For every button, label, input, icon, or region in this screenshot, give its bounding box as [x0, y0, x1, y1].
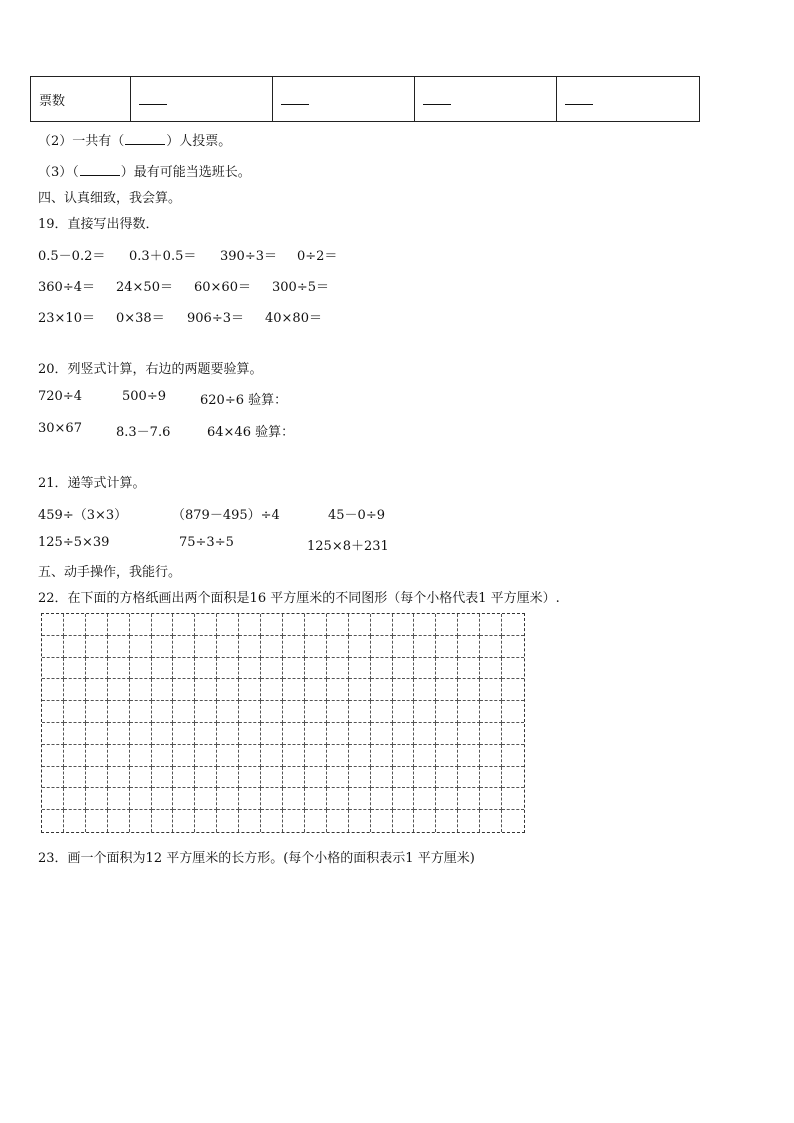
- grid-cell[interactable]: [152, 679, 174, 701]
- grid-cell[interactable]: [305, 810, 327, 832]
- q19-item: 40×80＝: [265, 311, 322, 326]
- q19-item: 300÷5＝: [272, 280, 329, 295]
- grid-cell[interactable]: [195, 788, 217, 810]
- grid-cell[interactable]: [305, 788, 327, 810]
- grid-cell[interactable]: [108, 723, 130, 745]
- grid-cell[interactable]: [414, 614, 436, 636]
- grid-cell[interactable]: [414, 636, 436, 658]
- grid-cell[interactable]: [42, 636, 64, 658]
- grid-cell[interactable]: [86, 658, 108, 680]
- grid-cell[interactable]: [283, 788, 305, 810]
- grid-cell[interactable]: [327, 658, 349, 680]
- grid-cell[interactable]: [152, 658, 174, 680]
- q19-item: 0.3＋0.5＝: [129, 249, 197, 264]
- grid-cell[interactable]: [393, 767, 415, 789]
- grid-cell[interactable]: [502, 614, 524, 636]
- grid-cell[interactable]: [327, 636, 349, 658]
- grid-cell[interactable]: [261, 723, 283, 745]
- grid-cell[interactable]: [217, 636, 239, 658]
- grid-cell[interactable]: [436, 679, 458, 701]
- grid-cell[interactable]: [327, 701, 349, 723]
- q19-item: 0.5－0.2＝: [38, 249, 106, 264]
- q19-title: 19．直接写出得数．: [38, 217, 159, 232]
- grid-cell[interactable]: [108, 788, 130, 810]
- grid-cell[interactable]: [502, 788, 524, 810]
- grid-cell[interactable]: [371, 723, 393, 745]
- grid-cell[interactable]: [371, 636, 393, 658]
- grid-cell[interactable]: [283, 767, 305, 789]
- grid-cell[interactable]: [305, 723, 327, 745]
- grid-cell[interactable]: [349, 614, 371, 636]
- grid-cell[interactable]: [108, 745, 130, 767]
- grid-cell[interactable]: [64, 614, 86, 636]
- q19-item: 0÷2＝: [297, 249, 338, 264]
- grid-cell[interactable]: [108, 636, 130, 658]
- grid-cell[interactable]: [436, 701, 458, 723]
- q19-item: 360÷4＝: [38, 280, 95, 295]
- grid-cell[interactable]: [480, 723, 502, 745]
- grid-cell[interactable]: [239, 723, 261, 745]
- grid-cell[interactable]: [239, 679, 261, 701]
- grid-cell[interactable]: [393, 701, 415, 723]
- grid-cell[interactable]: [458, 788, 480, 810]
- grid-cell[interactable]: [64, 679, 86, 701]
- grid-cell[interactable]: [195, 679, 217, 701]
- grid-cell[interactable]: [239, 701, 261, 723]
- grid-cell[interactable]: [414, 701, 436, 723]
- grid-cell[interactable]: [414, 745, 436, 767]
- grid-cell[interactable]: [42, 745, 64, 767]
- grid-cell[interactable]: [42, 788, 64, 810]
- q19-item: 0×38＝: [116, 311, 165, 326]
- grid-cell[interactable]: [283, 658, 305, 680]
- grid-cell[interactable]: [480, 614, 502, 636]
- q20-item: 8.3－7.6: [116, 425, 171, 440]
- grid-cell[interactable]: [502, 701, 524, 723]
- q19-item: 60×60＝: [194, 280, 251, 295]
- q19-item: 906÷3＝: [187, 311, 244, 326]
- grid-cell[interactable]: [458, 658, 480, 680]
- grid-cell[interactable]: [283, 679, 305, 701]
- grid-cell[interactable]: [173, 723, 195, 745]
- grid-cell[interactable]: [480, 636, 502, 658]
- grid-cell[interactable]: [371, 788, 393, 810]
- grid-cell[interactable]: [327, 767, 349, 789]
- grid-cell[interactable]: [173, 614, 195, 636]
- grid-cell[interactable]: [305, 636, 327, 658]
- row-label: 票数: [31, 77, 131, 122]
- grid-cell[interactable]: [283, 614, 305, 636]
- grid-cell[interactable]: [130, 745, 152, 767]
- grid-cell[interactable]: [217, 723, 239, 745]
- grid-cell[interactable]: [64, 701, 86, 723]
- grid-cell[interactable]: [64, 658, 86, 680]
- grid-cell[interactable]: [64, 788, 86, 810]
- grid-cell[interactable]: [195, 723, 217, 745]
- grid-cell[interactable]: [371, 767, 393, 789]
- grid-cell[interactable]: [349, 679, 371, 701]
- grid-cell[interactable]: [436, 636, 458, 658]
- section-heading-4: 四、认真细致，我会算。: [38, 191, 182, 206]
- grid-cell[interactable]: [458, 614, 480, 636]
- grid-cell[interactable]: [261, 745, 283, 767]
- grid-cell[interactable]: [393, 788, 415, 810]
- vote-blank-1[interactable]: [131, 77, 273, 122]
- grid-cell[interactable]: [130, 767, 152, 789]
- grid-cell[interactable]: [108, 679, 130, 701]
- grid-cell[interactable]: [261, 701, 283, 723]
- grid-cell[interactable]: [480, 658, 502, 680]
- q21-item: 45－0÷9: [328, 508, 385, 523]
- q20-item: 64×46 验算：: [207, 425, 295, 440]
- grid-cell[interactable]: [130, 636, 152, 658]
- grid-cell[interactable]: [239, 767, 261, 789]
- grid-cell[interactable]: [349, 788, 371, 810]
- grid-cell[interactable]: [502, 679, 524, 701]
- grid-cell[interactable]: [86, 810, 108, 832]
- grid-cell[interactable]: [261, 658, 283, 680]
- grid-cell[interactable]: [195, 767, 217, 789]
- grid-cell[interactable]: [371, 810, 393, 832]
- grid-cell[interactable]: [393, 723, 415, 745]
- grid-cell[interactable]: [64, 723, 86, 745]
- grid-cell[interactable]: [152, 614, 174, 636]
- grid-cell[interactable]: [327, 614, 349, 636]
- grid-cell[interactable]: [173, 658, 195, 680]
- grid-cell[interactable]: [283, 701, 305, 723]
- grid-cell[interactable]: [108, 701, 130, 723]
- grid-cell[interactable]: [130, 810, 152, 832]
- grid-cell[interactable]: [173, 745, 195, 767]
- vote-count-table: [30, 76, 700, 122]
- grid-cell[interactable]: [42, 679, 64, 701]
- grid-cell[interactable]: [64, 810, 86, 832]
- grid-cell[interactable]: [42, 723, 64, 745]
- grid-cell[interactable]: [502, 767, 524, 789]
- grid-cell[interactable]: [371, 658, 393, 680]
- grid-cell[interactable]: [393, 636, 415, 658]
- grid-cell[interactable]: [480, 679, 502, 701]
- grid-cell[interactable]: [349, 636, 371, 658]
- vote-blank-3[interactable]: [415, 77, 557, 122]
- grid-cell[interactable]: [283, 636, 305, 658]
- grid-cell[interactable]: [480, 767, 502, 789]
- grid-cell[interactable]: [393, 679, 415, 701]
- grid-cell[interactable]: [283, 723, 305, 745]
- grid-cell[interactable]: [349, 810, 371, 832]
- vote-blank-2[interactable]: [273, 77, 415, 122]
- grid-cell[interactable]: [414, 679, 436, 701]
- grid-cell[interactable]: [305, 767, 327, 789]
- grid-cell[interactable]: [502, 745, 524, 767]
- q21-item: （879－495）÷4: [172, 508, 280, 523]
- grid-cell[interactable]: [217, 658, 239, 680]
- grid-cell[interactable]: [480, 701, 502, 723]
- q18-sub3: （3）（ ）最有可能当选班长。: [38, 165, 251, 180]
- q20-item: 500÷9: [122, 389, 166, 404]
- section-heading-5: 五、动手操作，我能行。: [38, 565, 182, 580]
- grid-cell[interactable]: [130, 679, 152, 701]
- q19-item: 24×50＝: [116, 280, 173, 295]
- grid-cell[interactable]: [130, 788, 152, 810]
- grid-cell[interactable]: [152, 767, 174, 789]
- table-row: [31, 77, 700, 122]
- grid-cell[interactable]: [108, 767, 130, 789]
- grid-cell[interactable]: [217, 788, 239, 810]
- grid-cell[interactable]: [261, 614, 283, 636]
- grid-cell[interactable]: [436, 658, 458, 680]
- grid-cell[interactable]: [239, 788, 261, 810]
- q23-title: 23．画一个面积为12 平方厘米的长方形。(每个小格的面积表示1 平方厘米): [38, 851, 475, 866]
- grid-cell[interactable]: [502, 723, 524, 745]
- answer-blank[interactable]: [125, 132, 165, 145]
- grid-cell[interactable]: [195, 614, 217, 636]
- grid-cell[interactable]: [195, 701, 217, 723]
- grid-cell[interactable]: [173, 636, 195, 658]
- grid-cell[interactable]: [480, 788, 502, 810]
- grid-cell[interactable]: [173, 788, 195, 810]
- q19-item: 23×10＝: [38, 311, 95, 326]
- grid-cell[interactable]: [86, 679, 108, 701]
- grid-cell[interactable]: [502, 658, 524, 680]
- answer-blank[interactable]: [80, 163, 120, 176]
- q21-item: 459÷（3×3）: [38, 508, 128, 523]
- grid-cell[interactable]: [152, 745, 174, 767]
- q20-item: 720÷4: [38, 389, 82, 404]
- grid-cell[interactable]: [217, 810, 239, 832]
- grid-cell[interactable]: [195, 636, 217, 658]
- grid-cell[interactable]: [458, 679, 480, 701]
- grid-cell[interactable]: [86, 614, 108, 636]
- q18-sub2: （2）一共有（ ）人投票。: [38, 134, 232, 149]
- grid-cell[interactable]: [130, 701, 152, 723]
- grid-cell[interactable]: [436, 745, 458, 767]
- answer-line: [139, 94, 167, 105]
- grid-cell[interactable]: [502, 636, 524, 658]
- grid-cell[interactable]: [86, 788, 108, 810]
- grid-cell[interactable]: [239, 745, 261, 767]
- q21-item: 125÷5×39: [38, 535, 110, 550]
- grid-cell[interactable]: [86, 767, 108, 789]
- grid-cell[interactable]: [414, 810, 436, 832]
- grid-cell[interactable]: [305, 745, 327, 767]
- grid-cell[interactable]: [239, 810, 261, 832]
- grid-cell[interactable]: [261, 636, 283, 658]
- grid-cell[interactable]: [195, 810, 217, 832]
- grid-cell[interactable]: [42, 810, 64, 832]
- grid-cell[interactable]: [217, 701, 239, 723]
- grid-cell[interactable]: [64, 636, 86, 658]
- grid-cell[interactable]: [327, 810, 349, 832]
- grid-cell[interactable]: [217, 614, 239, 636]
- q19-item: 390÷3＝: [220, 249, 277, 264]
- grid-cell[interactable]: [502, 810, 524, 832]
- q20-item: 30×67: [38, 421, 82, 436]
- grid-cell[interactable]: [283, 745, 305, 767]
- grid-cell[interactable]: [458, 701, 480, 723]
- q20-title: 20．列竖式计算，右边的两题要验算。: [38, 362, 263, 377]
- grid-cell[interactable]: [436, 810, 458, 832]
- grid-cell[interactable]: [108, 810, 130, 832]
- grid-cell[interactable]: [393, 614, 415, 636]
- grid-cell[interactable]: [261, 767, 283, 789]
- grid-cell[interactable]: [436, 723, 458, 745]
- grid-cell[interactable]: [458, 767, 480, 789]
- grid-cell[interactable]: [217, 745, 239, 767]
- grid-cell[interactable]: [414, 767, 436, 789]
- grid-cell[interactable]: [371, 745, 393, 767]
- grid-cell[interactable]: [371, 701, 393, 723]
- grid-cell[interactable]: [371, 679, 393, 701]
- grid-cell[interactable]: [86, 723, 108, 745]
- grid-cell[interactable]: [436, 767, 458, 789]
- q21-item: 75÷3÷5: [179, 535, 234, 550]
- grid-cell[interactable]: [42, 614, 64, 636]
- grid-cell[interactable]: [152, 701, 174, 723]
- grid-cell[interactable]: [173, 701, 195, 723]
- grid-cell[interactable]: [436, 788, 458, 810]
- grid-cell[interactable]: [130, 658, 152, 680]
- grid-cell[interactable]: [305, 614, 327, 636]
- grid-cell[interactable]: [327, 679, 349, 701]
- grid-cell[interactable]: [130, 723, 152, 745]
- grid-cell[interactable]: [327, 788, 349, 810]
- grid-cell[interactable]: [152, 788, 174, 810]
- vote-blank-4[interactable]: [557, 77, 700, 122]
- q21-item: 125×8＋231: [307, 539, 389, 554]
- grid-cell[interactable]: [393, 745, 415, 767]
- grid-cell[interactable]: [239, 658, 261, 680]
- grid-cell[interactable]: [217, 767, 239, 789]
- grid-cell[interactable]: [86, 745, 108, 767]
- grid-cell[interactable]: [152, 810, 174, 832]
- grid-cell[interactable]: [480, 745, 502, 767]
- grid-cell[interactable]: [305, 701, 327, 723]
- grid-cell[interactable]: [480, 810, 502, 832]
- grid-cell[interactable]: [349, 701, 371, 723]
- grid-cell[interactable]: [261, 810, 283, 832]
- grid-cell[interactable]: [195, 658, 217, 680]
- grid-cell[interactable]: [393, 810, 415, 832]
- grid-cell[interactable]: [305, 679, 327, 701]
- grid-cell[interactable]: [173, 810, 195, 832]
- grid-cell[interactable]: [414, 658, 436, 680]
- grid-cell[interactable]: [393, 658, 415, 680]
- grid-cell[interactable]: [173, 767, 195, 789]
- grid-cell[interactable]: [261, 679, 283, 701]
- grid-cell[interactable]: [195, 745, 217, 767]
- grid-cell[interactable]: [436, 614, 458, 636]
- grid-cell[interactable]: [239, 636, 261, 658]
- q21-title: 21．递等式计算。: [38, 476, 146, 491]
- grid-cell[interactable]: [152, 636, 174, 658]
- grid-cell[interactable]: [349, 767, 371, 789]
- grid-cell[interactable]: [327, 745, 349, 767]
- grid-cell[interactable]: [42, 767, 64, 789]
- q22-title: 22．在下面的方格纸画出两个面积是16 平方厘米的不同图形（每个小格代表1 平方厘米）.: [38, 591, 560, 606]
- grid-cell[interactable]: [283, 810, 305, 832]
- grid-cell[interactable]: [414, 788, 436, 810]
- grid-cell[interactable]: [327, 723, 349, 745]
- grid-cell[interactable]: [130, 614, 152, 636]
- grid-cell[interactable]: [86, 636, 108, 658]
- grid-cell[interactable]: [86, 701, 108, 723]
- grid-cell[interactable]: [414, 723, 436, 745]
- grid-cell[interactable]: [458, 636, 480, 658]
- grid-cell[interactable]: [371, 614, 393, 636]
- answer-line: [423, 94, 451, 105]
- grid-cell[interactable]: [217, 679, 239, 701]
- grid-cell[interactable]: [349, 745, 371, 767]
- grid-cell[interactable]: [458, 810, 480, 832]
- grid-cell[interactable]: [349, 723, 371, 745]
- grid-cell[interactable]: [42, 701, 64, 723]
- grid-cell[interactable]: [349, 658, 371, 680]
- grid-cell[interactable]: [261, 788, 283, 810]
- answer-line: [281, 94, 309, 105]
- grid-cell[interactable]: [64, 767, 86, 789]
- grid-cell[interactable]: [152, 723, 174, 745]
- grid-cell[interactable]: [239, 614, 261, 636]
- grid-cell[interactable]: [108, 658, 130, 680]
- grid-cell[interactable]: [173, 679, 195, 701]
- answer-line: [565, 94, 593, 105]
- grid-cell[interactable]: [108, 614, 130, 636]
- grid-cell[interactable]: [305, 658, 327, 680]
- grid-cell[interactable]: [458, 745, 480, 767]
- square-grid-paper[interactable]: [41, 613, 525, 833]
- q20-item: 620÷6 验算：: [200, 393, 288, 408]
- grid-cell[interactable]: [458, 723, 480, 745]
- grid-cell[interactable]: [42, 658, 64, 680]
- grid-cell[interactable]: [64, 745, 86, 767]
